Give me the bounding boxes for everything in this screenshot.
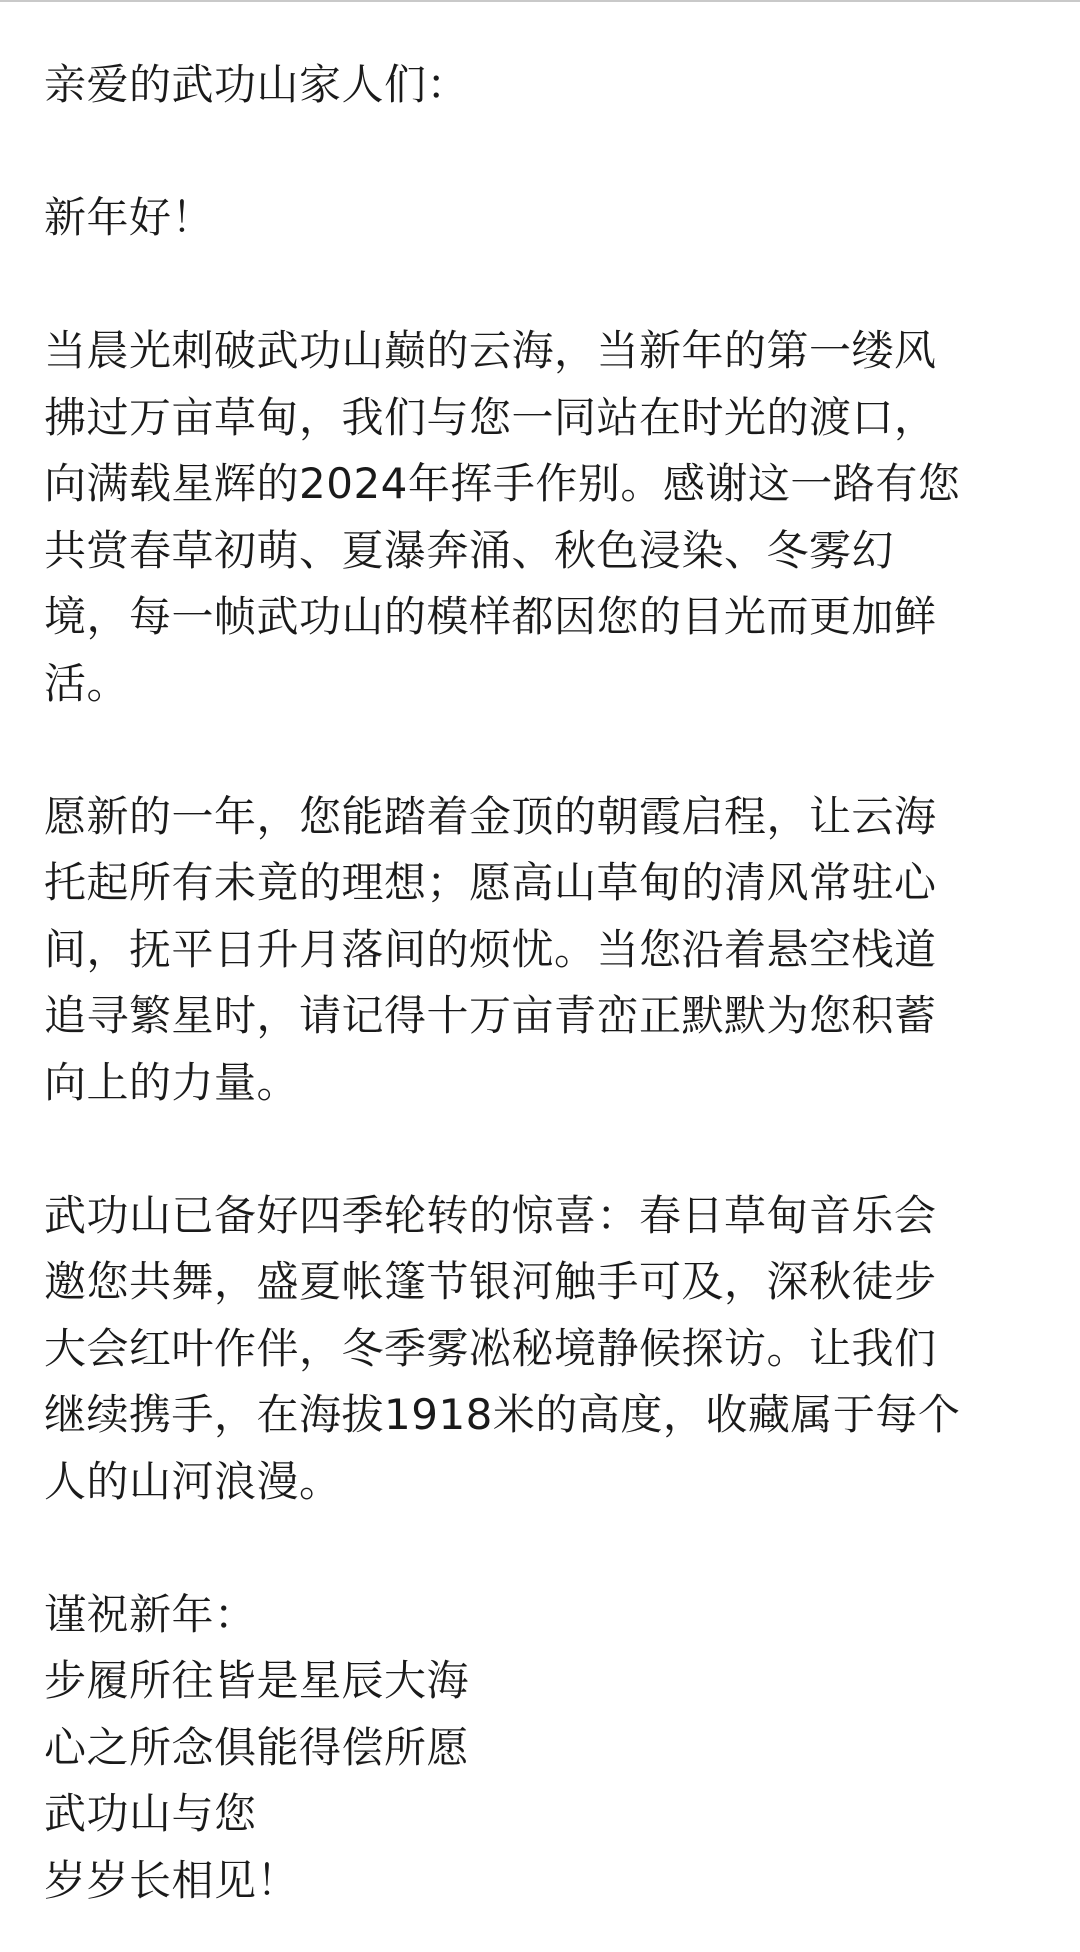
paragraph-line: 共赏春草初萌、夏瀑奔涌、秋色浸染、冬雾幻 <box>44 525 895 575</box>
blank-line <box>44 717 1044 784</box>
paragraph-line: 境，每一帧武功山的模样都因您的目光而更加鲜 <box>44 592 937 641</box>
paragraph-line: 大会红叶作伴，冬季雾凇秘境静候探访。让我们 <box>44 1323 937 1373</box>
paragraph-line: 活。 <box>44 658 130 708</box>
closing-line: 步履所往皆是星辰大海 <box>44 1656 470 1705</box>
paragraph-line: 向满载星辉的2024年挥手作别。感谢这一路有您 <box>44 459 961 508</box>
paragraph-wishes <box>44 784 1044 1117</box>
paragraph-line: 继续携手，在海拔1918米的高度，收藏属于每个 <box>44 1390 961 1439</box>
paragraph-line: 邀您共舞，盛夏帐篷节银河触手可及，深秋徒步 <box>44 1257 937 1306</box>
closing-line: 谨祝新年： <box>44 1589 257 1639</box>
closing-blessing <box>44 1582 1044 1915</box>
paragraph-line: 武功山已备好四季轮转的惊喜：春日草甸音乐会 <box>44 1190 937 1240</box>
paragraph-line: 向上的力量。 <box>44 1057 300 1107</box>
paragraph-gratitude <box>44 318 1044 717</box>
closing-line: 岁岁长相见！ <box>44 1855 300 1905</box>
blank-line <box>44 1515 1044 1582</box>
paragraph-line: 拂过万亩草甸，我们与您一同站在时光的渡口， <box>44 392 937 442</box>
top-divider <box>0 0 1080 2</box>
paragraph-line: 当晨光刺破武功山巅的云海，当新年的第一缕风 <box>44 326 937 375</box>
paragraph-line: 愿新的一年，您能踏着金顶的朝霞启程，让云海 <box>44 791 937 841</box>
paragraph-line: 间，抚平日升月落间的烦忧。当您沿着悬空栈道 <box>44 924 937 974</box>
paragraph-line: 追寻繁星时，请记得十万亩青峦正默默为您积蓄 <box>44 991 937 1040</box>
paragraph-events <box>44 1183 1044 1516</box>
blank-line <box>44 252 1044 319</box>
blank-line <box>44 1116 1044 1183</box>
closing-line: 心之所念俱能得偿所愿 <box>44 1722 470 1772</box>
closing-line: 武功山与您 <box>44 1789 257 1838</box>
greeting: 新年好！ <box>44 193 215 242</box>
salutation: 亲爱的武功山家人们： <box>44 60 470 109</box>
letter-body <box>44 52 1044 1914</box>
blank-line <box>44 119 1044 186</box>
paragraph-line: 托起所有未竟的理想；愿高山草甸的清风常驻心 <box>44 858 937 907</box>
paragraph-line: 人的山河浪漫。 <box>44 1456 342 1506</box>
